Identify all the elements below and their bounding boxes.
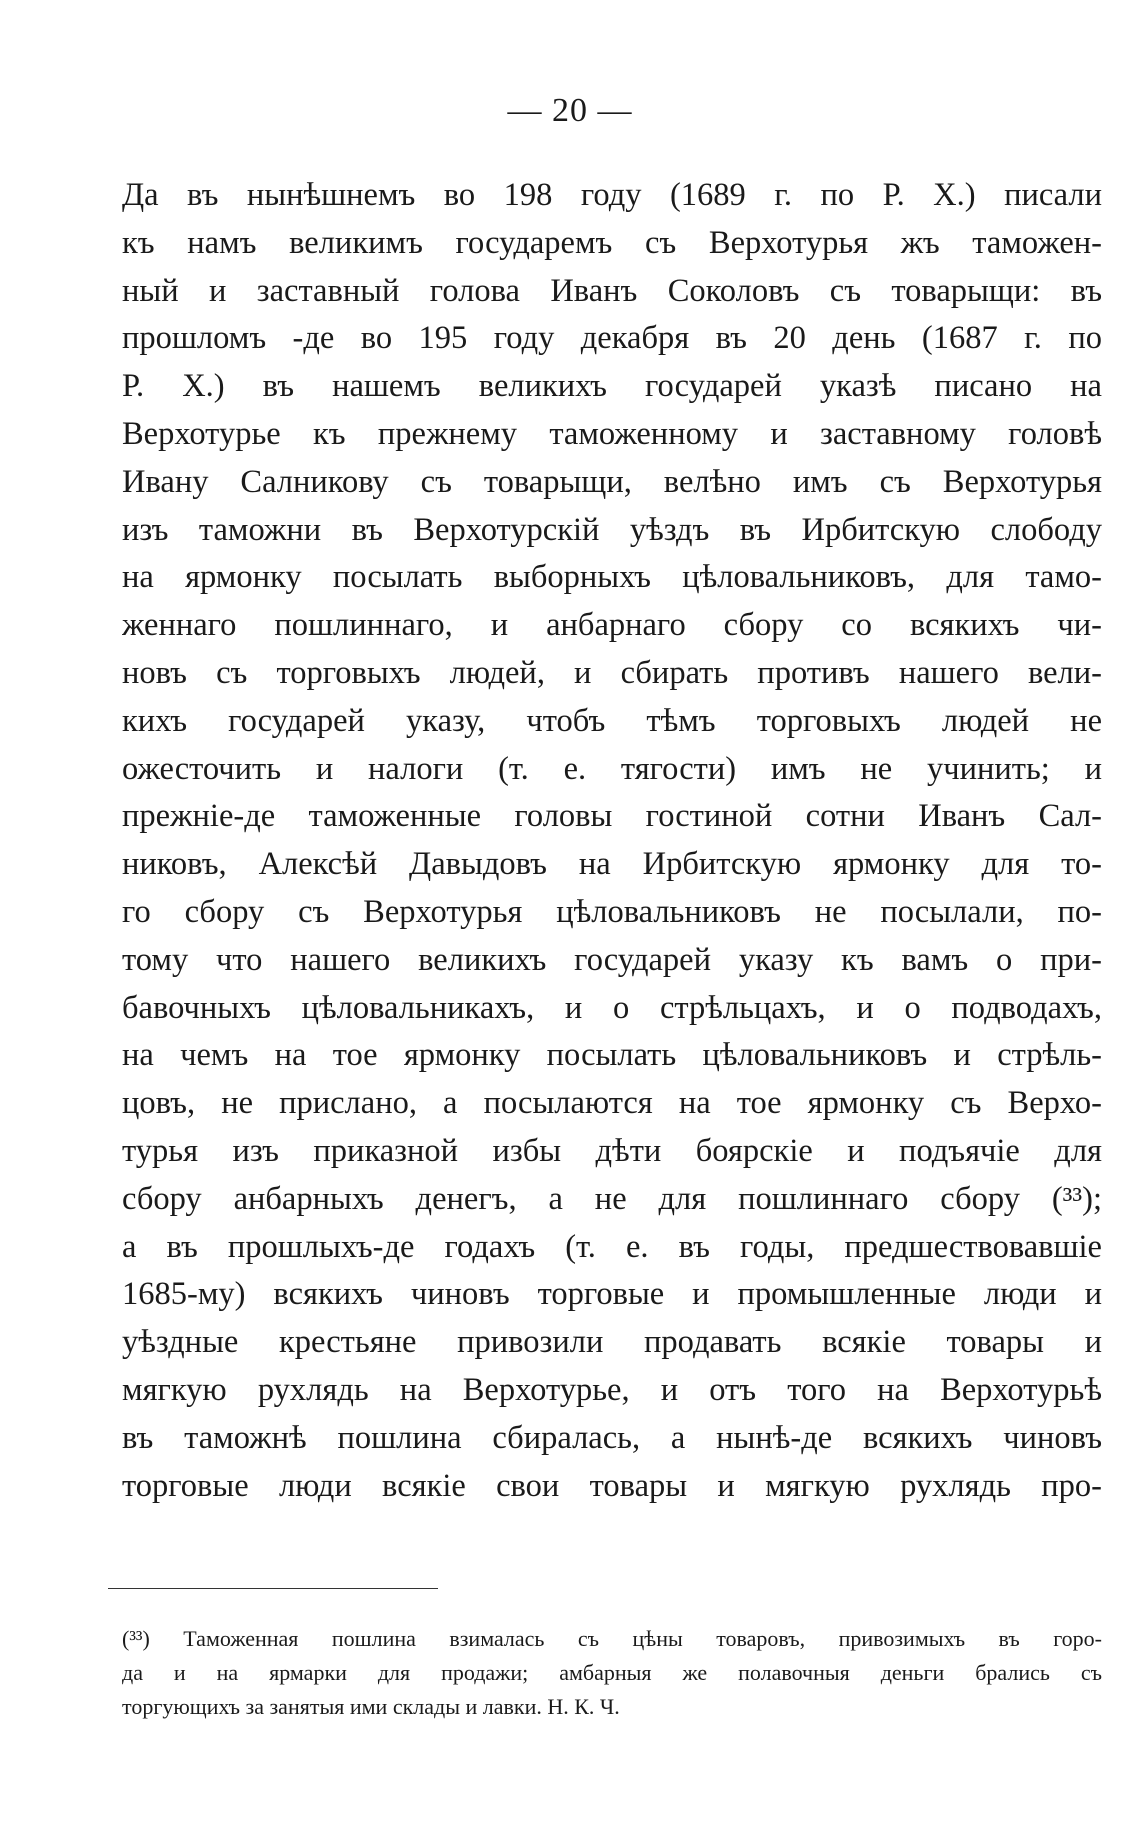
text-line: ожесточить и налоги (т. е. тягости) имъ не учинить; и: [122, 750, 1102, 787]
text-line: никовъ, Алексѣй Давыдовъ на Ирбитскую ярмонку для то-: [122, 846, 1102, 883]
text-line: Р. Х.) въ нашемъ великихъ государей указѣ писано на: [122, 368, 1102, 405]
text-line: бавочныхъ цѣловальникахъ, и о стрѣльцахъ, и о подводахъ,: [122, 989, 1102, 1026]
text-line: въ таможнѣ пошлина сбиралась, а нынѣ-де всякихъ чиновъ: [122, 1419, 1102, 1456]
text-line: Да въ нынѣшнемъ во 198 году (1689 г. по Р. Х.) писали: [122, 177, 1102, 213]
text-line: уѣздные крестьяне привозили продавать всякіе товары и: [122, 1324, 1102, 1361]
text-line: кихъ государей указу, чтобъ тѣмъ торговыхъ людей не: [122, 702, 1102, 739]
text-line: Верхотурье къ прежнему таможенному и заставному головѣ: [122, 415, 1102, 452]
text-line: Ивану Салникову съ товарыщи, велѣно имъ съ Верхотурья: [122, 463, 1102, 500]
text-line: къ намъ великимъ государемъ съ Верхотурья жъ таможен-: [122, 224, 1102, 261]
footnote-line: (³³) Таможенная пошлина взималась съ цѣны товаровъ, привозимыхъ въ горо-: [122, 1626, 1102, 1651]
text-line: ный и заставный голова Иванъ Соколовъ съ товарыщи: въ: [122, 272, 1102, 309]
text-line: турья изъ приказной избы дѣти боярскіе и подъячіе для: [122, 1132, 1102, 1169]
page-number: — 20 —: [507, 92, 633, 129]
text-line: женнаго пошлиннаго, и анбарнаго сбору со всякихъ чи-: [122, 607, 1102, 644]
footnote-line: торгующихъ за занятыя ими склады и лавки. Н. К. Ч.: [122, 1694, 620, 1719]
text-line: торговые люди всякіе свои товары и мягкую рухлядь про-: [122, 1467, 1102, 1504]
footnote-divider: [108, 1588, 438, 1589]
text-line: новъ съ торговыхъ людей, и сбирать противъ нашего вели-: [122, 654, 1102, 691]
footnote: [122, 1622, 1102, 1724]
text-line: сбору анбарныхъ денегъ, а не для пошлиннаго сбору (³³);: [122, 1180, 1102, 1217]
text-line: го сбору съ Верхотурья цѣловальниковъ не посылали, по-: [122, 893, 1102, 930]
text-line: прежніе-де таможенные головы гостиной сотни Иванъ Сал-: [122, 798, 1102, 835]
text-line: прошломъ -де во 195 году декабря въ 20 день (1687 г. по: [122, 320, 1102, 357]
text-line: тому что нашего великихъ государей указу къ вамъ о при-: [122, 941, 1102, 978]
text-line: на чемъ на тое ярмонку посылать цѣловальниковъ и стрѣль-: [122, 1037, 1102, 1074]
text-line: на ярмонку посылать выборныхъ цѣловальниковъ, для тамо-: [122, 559, 1102, 596]
text-line: цовъ, не прислано, а посылаются на тое ярмонку съ Верхо-: [122, 1085, 1102, 1122]
text-line: а въ прошлыхъ-де годахъ (т. е. въ годы, предшествовавшіе: [122, 1228, 1102, 1265]
text-line: изъ таможни въ Верхотурскій уѣздъ въ Ирбитскую слободу: [122, 511, 1102, 548]
main-text: [122, 172, 1102, 1510]
text-line: 1685-му) всякихъ чиновъ торговые и промышленные люди и: [122, 1276, 1102, 1313]
text-line: мягкую рухлядь на Верхотурье, и отъ того на Верхотурьѣ: [122, 1371, 1102, 1408]
footnote-line: да и на ярмарки для продажи; амбарныя же полавочныя деньги брались съ: [122, 1660, 1102, 1685]
